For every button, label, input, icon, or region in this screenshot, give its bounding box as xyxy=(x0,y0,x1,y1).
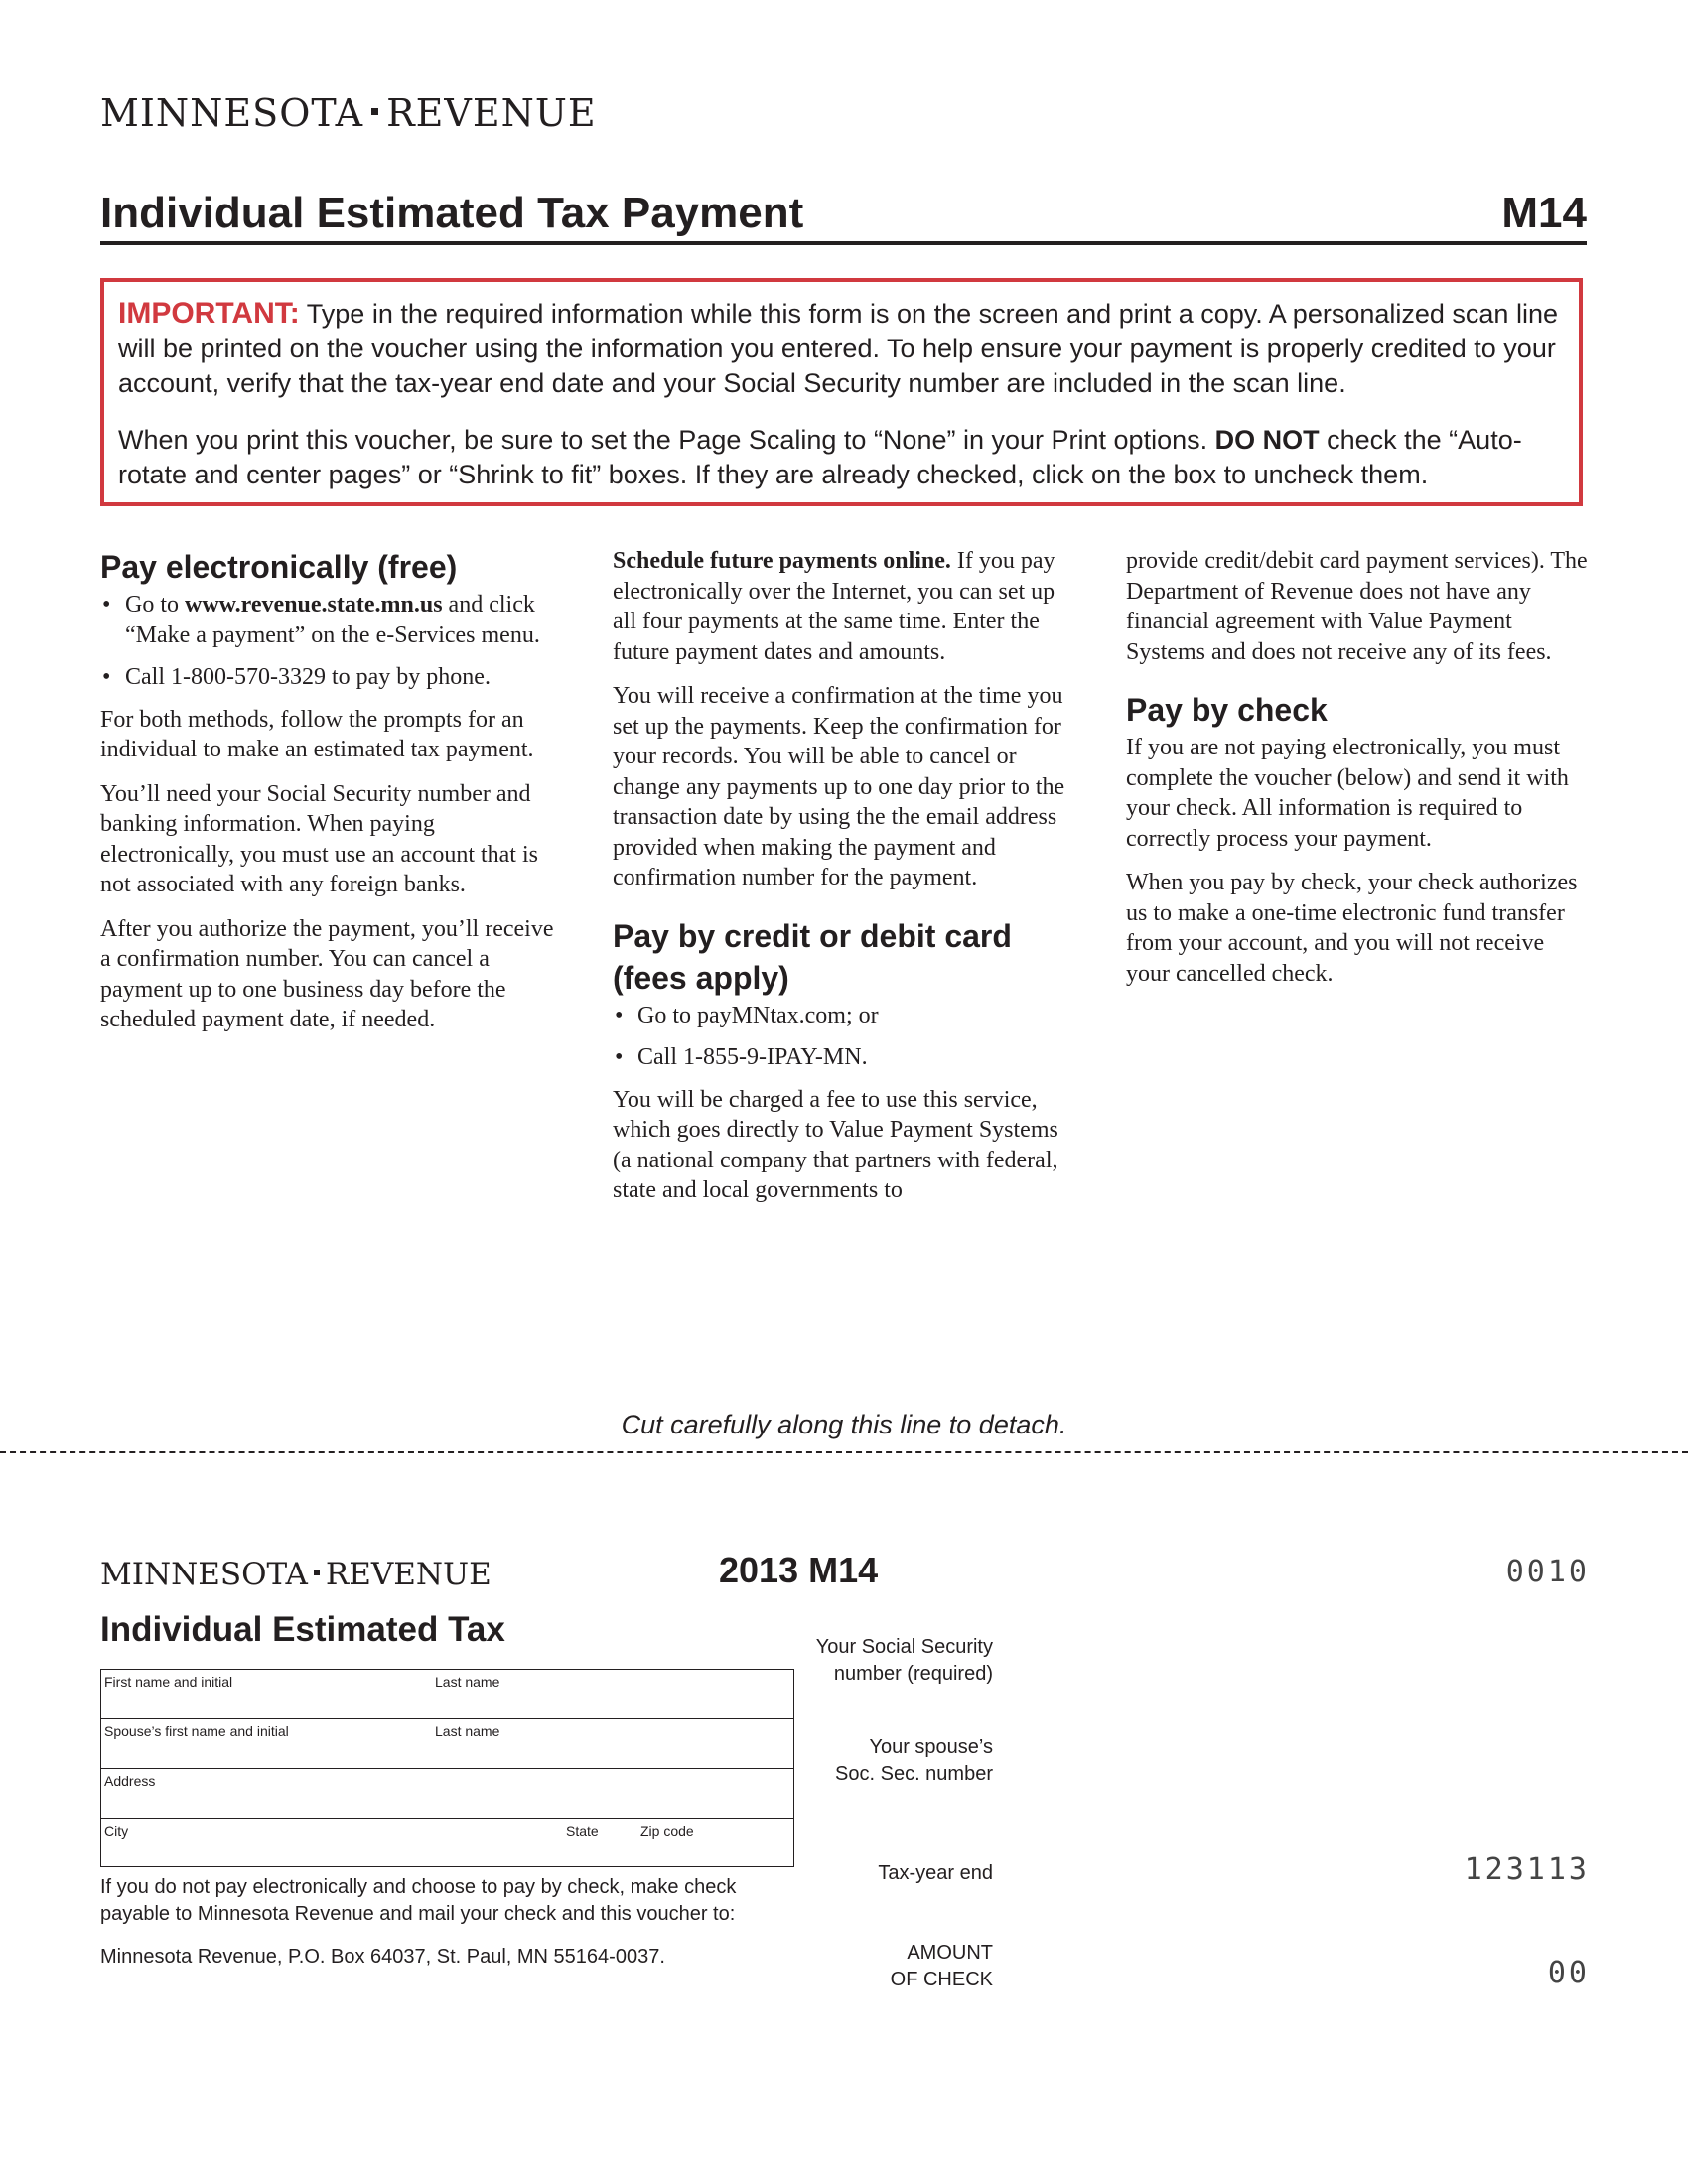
important-paragraph-1 xyxy=(118,296,1565,401)
spouse-ssn-label-line2: Soc. Sec. number xyxy=(835,1763,993,1785)
paragraph: You’ll need your Social Security number and banking information. When paying electronically, you must use an account that is not associated with any foreign banks. xyxy=(100,780,538,897)
tax-year-end-value: 123113 xyxy=(1464,1852,1590,1887)
list-item xyxy=(613,1042,1074,1073)
heading-pay-electronically: Pay electronically (free) xyxy=(100,549,458,585)
bullet-text: Call 1-800-570-3329 to pay by phone. xyxy=(125,664,491,690)
important-notice xyxy=(100,278,1583,506)
paragraph: provide credit/debit card payment services). The Department of Revenue does not have any financial agreement with Value Payment Systems and does not receive any of its fees. xyxy=(1126,548,1588,665)
paragraph: If you are not paying electronically, you must complete the voucher (below) and send it with your check. All information is required to correctly process your payment. xyxy=(1126,735,1569,852)
revenue-website-link[interactable]: www.revenue.state.mn.us xyxy=(185,592,443,617)
column-schedule-and-card xyxy=(613,546,1074,1220)
address-row[interactable] xyxy=(101,1769,793,1819)
list-item xyxy=(613,1001,1074,1031)
list-item xyxy=(100,662,567,693)
state-label: State xyxy=(566,1823,599,1839)
voucher-logo-left: MINNESOTA xyxy=(100,1557,308,1592)
zip-code-label: Zip code xyxy=(640,1823,694,1839)
paragraph: You will receive a confirmation at the time you set up the payments. Keep the confirmation for your records. You will be able to cancel or change any payments up to one day prior to the transaction date by using the the email address provided when making the payment and confirmation number for the payment. xyxy=(613,683,1065,890)
ssn-label xyxy=(816,1634,993,1688)
city-row[interactable] xyxy=(101,1819,793,1866)
list-item xyxy=(100,590,567,650)
logo-text-left: MINNESOTA xyxy=(100,91,364,135)
minnesota-revenue-logo xyxy=(100,91,597,135)
spouse-name-row[interactable] xyxy=(101,1719,793,1769)
amount-cents: 00 xyxy=(1547,1956,1590,1990)
amount-label-line2: OF CHECK xyxy=(890,1969,993,1990)
page-title: Individual Estimated Tax Payment xyxy=(100,189,804,237)
important-text-2a: When you print this voucher, be sure to set the Page Scaling to “None” in your Print options. xyxy=(118,425,1215,455)
name-row[interactable] xyxy=(101,1670,793,1719)
paragraph: You will be charged a fee to use this service, which goes directly to Value Payment Systems (a national company that partners with federal, state and local governments to xyxy=(613,1086,1058,1203)
bullet-text: Go to payMNtax.com; or xyxy=(637,1002,879,1028)
paragraph xyxy=(613,546,1074,667)
amount-label-line1: AMOUNT xyxy=(907,1942,993,1964)
cut-instruction: Cut carefully along this line to detach. xyxy=(621,1410,1067,1439)
ssn-label-line1: Your Social Security xyxy=(815,1636,993,1658)
bullet-text: and click “Make a payment” on the e-Services menu. xyxy=(125,592,540,648)
electronic-methods-list xyxy=(100,590,567,693)
voucher-title: Individual Estimated Tax xyxy=(100,1610,505,1649)
logo-text-right: REVENUE xyxy=(386,91,597,135)
paragraph-text: If you pay electronically over the Internet, you can set up all four payments at the same time. Enter the future payment dates and amounts. xyxy=(613,548,1055,665)
paragraph: For both methods, follow the prompts for an individual to make an estimated tax payment. xyxy=(100,706,534,762)
voucher-code: 0010 xyxy=(1505,1555,1590,1589)
first-name-label: First name and initial xyxy=(104,1674,233,1690)
ssn-label-line2: number (required) xyxy=(833,1663,993,1685)
paragraph: When you pay by check, your check authorizes us to make a one-time electronic fund transfer from your account, and you will not receive your cancelled check. xyxy=(1126,870,1578,987)
bullet-text: Go to xyxy=(125,592,185,617)
schedule-lead: Schedule future payments online. xyxy=(613,548,951,574)
address-label: Address xyxy=(104,1773,156,1789)
column-pay-by-check xyxy=(1126,546,1588,1003)
dashed-cut-line xyxy=(0,1451,1688,1453)
heading-pay-by-check: Pay by check xyxy=(1126,692,1328,728)
logo-dot xyxy=(314,1570,320,1575)
title-rule xyxy=(100,241,1587,245)
column-pay-electronically xyxy=(100,546,567,1049)
heading-pay-by-card: Pay by credit or debit card (fees apply) xyxy=(613,917,1012,996)
last-name-label: Last name xyxy=(435,1674,500,1690)
logo-dot xyxy=(371,108,378,115)
amount-of-check-label xyxy=(891,1940,993,1993)
form-code: M14 xyxy=(1501,189,1587,237)
spouse-first-name-label: Spouse’s first name and initial xyxy=(104,1723,289,1739)
city-label: City xyxy=(104,1823,129,1839)
paragraph: After you authorize the payment, you’ll receive a confirmation number. You can cancel a payment up to one business day before the scheduled payment date, if needed. xyxy=(100,915,554,1032)
bullet-text: Call 1-855-9-IPAY-MN. xyxy=(637,1044,868,1070)
voucher-logo-right: REVENUE xyxy=(325,1557,492,1592)
tax-year-end-label: Tax-year end xyxy=(878,1862,993,1884)
do-not-emphasis: DO NOT xyxy=(1214,425,1320,455)
important-label: IMPORTANT: xyxy=(118,297,300,330)
voucher-logo xyxy=(100,1557,492,1592)
spouse-ssn-label-line1: Your spouse’s xyxy=(869,1736,993,1758)
mail-address: Minnesota Revenue, P.O. Box 64037, St. Paul, MN 55164-0037. xyxy=(100,1946,665,1968)
important-text-2b: check the “Auto-rotate and center pages” or “Shrink to fit” boxes. If they are already checked, click on the box to uncheck them. xyxy=(118,425,1522,489)
important-text-1: Type in the required information while this form is on the screen and print a copy. A personalized scan line will be printed on the voucher using the information you entered. To help ensure your payment is properly credited to your account, verify that the tax-year end date and your Social Security number are included in the scan line. xyxy=(118,299,1558,398)
voucher-year-form: 2013 M14 xyxy=(719,1550,879,1590)
important-paragraph-2 xyxy=(118,423,1565,492)
taxpayer-info-form xyxy=(100,1669,794,1867)
card-methods-list xyxy=(613,1001,1074,1073)
spouse-last-name-label: Last name xyxy=(435,1723,500,1739)
spouse-ssn-label xyxy=(835,1734,993,1788)
mail-instructions: If you do not pay electronically and choose to pay by check, make check payable to Minnesota Revenue and mail your check and this voucher to: xyxy=(100,1876,737,1925)
